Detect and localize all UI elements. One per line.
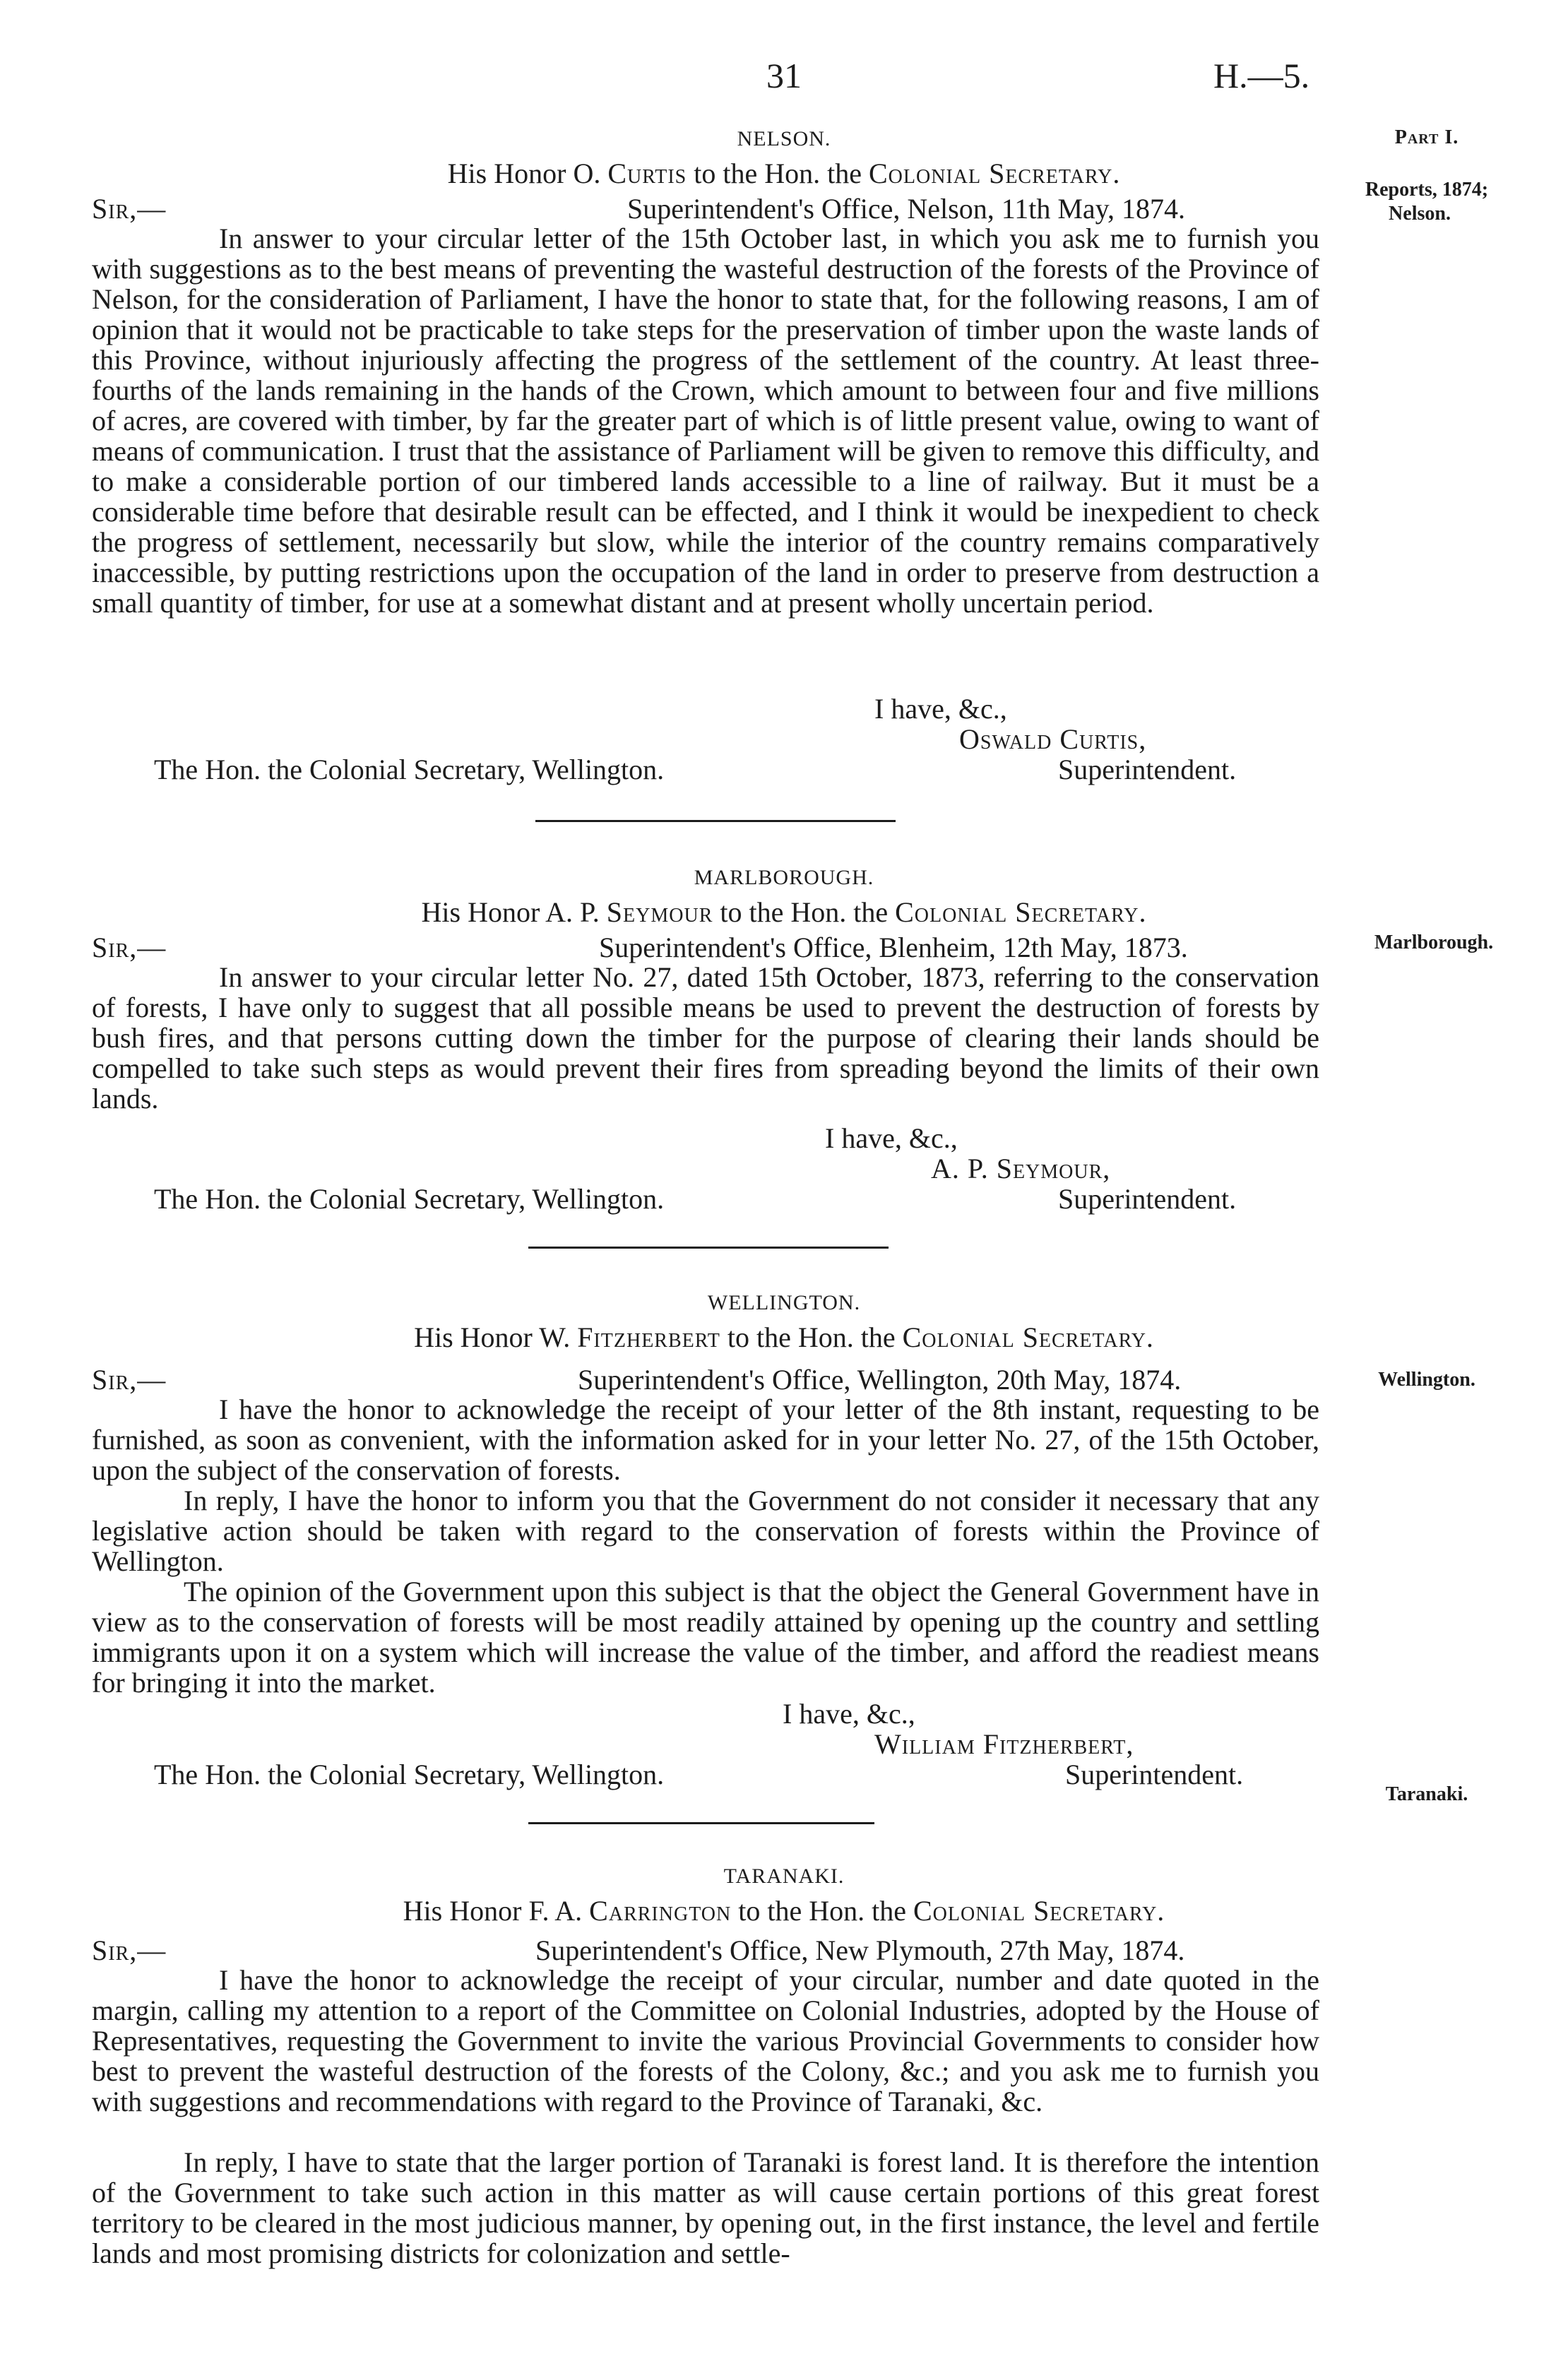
taranaki-letter-paragraph-2: In reply, I have to state that the larger portion of Taranaki is forest land. It is therefore the intention of the Government to take such action in this matter as will cause certain portions of this great forest territory to be cleared in the most judicious manner, by opening out, in the first instance, the level and fertile lands and most promising districts for colonization and settle- — [92, 2146, 1319, 2269]
nelson-from-line: His Honor O. Curtis to the Hon. the Colonial Secretary. — [447, 157, 1121, 189]
wellington-letter-paragraph-1: I have the honor to acknowledge the receipt of your letter of the 8th instant, requesting to be furnished, as soon as convenient, with the information asked for in your letter No. 27, of the 15th October, upon the subject of the conservation of forests. — [92, 1393, 1319, 1486]
section-divider — [535, 820, 896, 822]
nelson-closing: I have, &c., — [874, 693, 1007, 725]
taranaki-office-date: Superintendent's Office, New Plymouth, 27th May, 1874. — [535, 1934, 1185, 1966]
taranaki-salutation: Sir,— — [92, 1934, 167, 1966]
taranaki-letter-paragraph-1: I have the honor to acknowledge the receipt of your circular, number and date quoted in the margin, calling my attention to a report of the Committee on Colonial Industries, adopted by the House of Representatives, requesting the Government to invite the various Provincial Governments to consider how best to prevent the wasteful destruction of the forests of the Colony, &c.; and you ask me to furnish you with suggestions and recommendations with regard to the Province of Taranaki, &c. — [92, 1964, 1319, 2117]
wellington-addressee: The Hon. the Colonial Secretary, Wellington. — [154, 1759, 665, 1790]
nelson-addressee: The Hon. the Colonial Secretary, Wellington. — [154, 754, 665, 785]
wellington-letter-paragraph-3: The opinion of the Government upon this subject is that the object the General Government have in view as to the conservation of forests will be most readily attained by opening up the country and settling immigrants upon it on a system which will increase the value of the timber, and afford the readiest means for bringing it into the market. — [92, 1576, 1319, 1699]
nelson-salutation: Sir,— — [92, 193, 167, 225]
nelson-signature: Oswald Curtis, — [959, 723, 1147, 755]
marlborough-addressee: The Hon. the Colonial Secretary, Wellington. — [154, 1183, 665, 1215]
document-reference: H.—5. — [1213, 56, 1310, 95]
marlborough-office-date: Superintendent's Office, Blenheim, 12th May, 1873. — [599, 932, 1188, 963]
taranaki-from-line: His Honor F. A. Carrington to the Hon. the Colonial Secretary. — [403, 1895, 1165, 1927]
section-heading-nelson: NELSON. — [737, 127, 831, 150]
margin-note-reports: Reports, 1874; — [1365, 179, 1489, 201]
nelson-letter-body: In answer to your circular letter of the 15th October last, in which you ask me to furnish you with suggestions as to the best means of preventing the wasteful destruction of the forests of the Province of Nelson, for the consideration of Parliament, I have the honor to state that, for the following reasons, I am of opinion that it would not be practicable to take steps for the preservation of timber upon the waste lands of this Province, without injuriously affecting the progress of the settlement of the country. At least three-fourths of the lands remaining in the hands of the Crown, which amount to between four and five millions of acres, are covered with timber, by far the greater part of which is of little present value, owing to want of means of communication. I trust that the assistance of Parliament will be given to remove this difficulty, and to make a considerable portion of our timbered lands accessible to a line of railway. But it must be a considerable time before that desirable result can be effected, and I think it would be inexpedient to check the progress of settlement, necessarily but slow, while the interior of the country remains comparatively inaccessible, by putting restrictions upon the occupation of the land in order to preserve from destruction a small quantity of timber, for use at a somewhat distant and at present wholly uncertain period. — [92, 222, 1319, 619]
wellington-office-date: Superintendent's Office, Wellington, 20th May, 1874. — [578, 1364, 1182, 1396]
margin-note-marlborough: Marlborough. — [1374, 932, 1494, 953]
margin-note-taranaki: Taranaki. — [1385, 1783, 1468, 1805]
section-heading-taranaki: TARANAKI. — [723, 1865, 845, 1888]
marlborough-position: Superintendent. — [1058, 1183, 1237, 1215]
nelson-position: Superintendent. — [1058, 754, 1237, 785]
marlborough-salutation: Sir,— — [92, 932, 167, 963]
page-number: 31 — [766, 56, 802, 95]
wellington-closing: I have, &c., — [783, 1698, 915, 1730]
section-divider — [528, 1247, 889, 1249]
margin-note-wellington: Wellington. — [1378, 1369, 1475, 1391]
marlborough-letter-body: In answer to your circular letter No. 27, dated 15th October, 1873, referring to the conservation of forests, I have only to suggest that all possible means be used to prevent the destruction of forests by bush fires, and that persons cutting down the timber for the purpose of clearing their lands should be compelled to take such steps as would prevent their fires from spreading beyond the limits of their own lands. — [92, 961, 1319, 1114]
wellington-from-line: His Honor W. Fitzherbert to the Hon. the Colonial Secretary. — [414, 1321, 1154, 1353]
wellington-salutation: Sir,— — [92, 1364, 167, 1396]
wellington-letter-paragraph-2: In reply, I have the honor to inform you that the Government do not consider it necessary that any legislative action should be taken with regard to the conservation of forests within the Province of Wellington. — [92, 1485, 1319, 1577]
margin-note-nelson: Nelson. — [1389, 203, 1451, 225]
section-heading-marlborough: MARLBOROUGH. — [694, 866, 874, 889]
section-divider — [528, 1822, 874, 1824]
marlborough-from-line: His Honor A. P. Seymour to the Hon. the Colonial Secretary. — [421, 896, 1147, 928]
marlborough-closing: I have, &c., — [825, 1122, 958, 1154]
wellington-position: Superintendent. — [1065, 1759, 1244, 1790]
marlborough-signature: A. P. Seymour, — [931, 1153, 1111, 1184]
section-heading-wellington: WELLINGTON. — [707, 1291, 861, 1314]
margin-note-part: Part I. — [1394, 126, 1459, 148]
wellington-signature: William Fitzherbert, — [874, 1728, 1134, 1760]
nelson-office-date: Superintendent's Office, Nelson, 11th May, 1874. — [627, 193, 1186, 225]
